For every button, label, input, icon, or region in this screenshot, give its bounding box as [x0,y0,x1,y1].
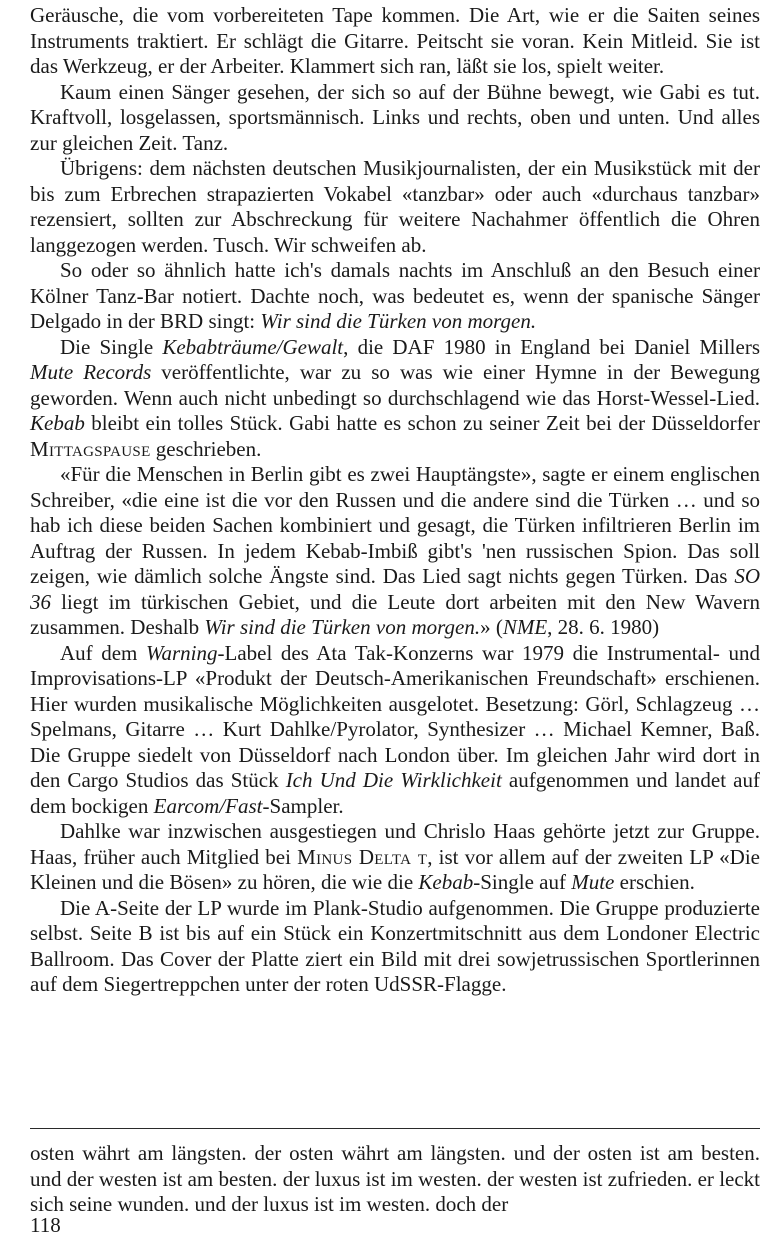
body-paragraph [30,156,760,258]
paragraph-text: So oder so ähnlich hatte ich's damals nachts im Anschluß an den Besuch einer Kölner Tanz-Bar notiert. Dachte noch, was bedeutet es, wenn der spanische Sänger Delgado in der BRD singt: [30,258,760,333]
page-number: 118 [30,1213,61,1237]
paragraph-text: «Für die Menschen in Berlin gibt es zwei Hauptängste», sagte er einem englischen Schreiber, «die eine ist die vor den Russen und die andere sind die Türken … und so hab ich diese beiden Sachen kombiniert und gesagt, die Türken infiltrieren Berlin im Auftrag der Russen. In jedem Kebab-Imbiß gibt's 'nen russischen Spion. Das soll zeigen, wie dämlich solche Ängste sind. Das Lied sagt nichts gegen Türken. Das [30,462,760,588]
paragraph-text: Die Single [60,334,163,359]
paragraph-text: aufgenommen und landet auf dem bockigen [30,768,760,818]
paragraph-text: -Sampler. [262,793,344,818]
italic-title: Wir sind die Türken von morgen. [204,615,481,639]
paragraph-text: veröffentlichte, war zu so was wie einer Hymne in der Bewegung geworden. Wenn auch nicht unbedingt so durchschlagend wie das Horst-Wessel-Lied. [30,360,760,410]
lyrics-text: osten währt am längsten. der osten währt am längsten. und der osten ist am besten. und der westen ist am besten. der luxus ist im westen. der westen ist zufrieden. er leckt sich seine wunden. und der luxus ist im westen. doch der [30,1141,760,1216]
italic-title: SO 36 [30,564,760,614]
paragraph-text: Dahlke war inzwischen ausgestiegen und Chrislo Haas gehörte jetzt zur Gruppe. Haas, früher auch Mitglied bei [30,819,760,869]
italic-title: Ich Und Die Wirklichkeit [285,768,502,792]
body-paragraph [30,3,760,80]
paragraph-text: erschien. [614,870,695,894]
paragraph-text: , ist vor allem auf der zweiten LP «Die Kleinen und die Bösen» zu hören, die wie die [30,844,760,894]
paragraph-text: geschrieben. [150,436,262,461]
body-paragraph [30,819,760,896]
small-caps-name: Mittagspause [30,436,151,461]
body-paragraph [30,335,760,463]
small-caps-name: Minus Delta t [297,844,428,869]
paragraph-text: -Single auf [473,870,572,894]
paragraph-text: » ( [480,615,503,639]
paragraph-text: Geräusche, die vom vorbereiteten Tape kommen. Die Art, wie er die Saiten seines Instruments traktiert. Er schlägt die Gitarre. Peitscht sie voran. Kein Mitleid. Sie ist das Werkzeug, er der Arbeiter. Klammert sich ran, läßt sie los, spielt weiter. [30,3,760,78]
paragraph-text: Übrigens: dem nächsten deutschen Musikjournalisten, der ein Musikstück mit der bis zum Erbrechen strapazierten Vokabel «tanzbar» oder auch «durchaus tanzbar» rezensiert, sollten zur Abschreckung für weitere Nachahmer öffentlich die Ohren langgezogen werden. Tusch. Wir schweifen ab. [30,156,760,257]
paragraph-text: bleibt ein tolles Stück. Gabi hatte es schon zu seiner Zeit bei der Düsseldorfer [84,411,760,435]
body-paragraph [30,258,760,335]
paragraph-text: Die A-Seite der LP wurde im Plank-Studio aufgenommen. Die Gruppe produzierte selbst. Seite B ist bis auf ein Stück ein Konzertmitschnitt aus dem Londoner Electric Ballroom. Das Cover der Platte ziert ein Bild mit drei sowjetrussischen Sportlerinnen auf dem Siegertreppchen unter der roten UdSSR-Flagge. [30,895,760,996]
italic-title: Kebab [30,411,85,435]
italic-title: Warning [145,640,218,665]
body-paragraph [30,80,760,157]
italic-title: Kebabträume/Gewalt [162,334,344,359]
paragraph-text: , 28. 6. 1980) [547,615,660,639]
italic-title: Wir sind die Türken von morgen. [260,309,537,333]
main-text-column [30,3,760,998]
lyrics-block [30,1141,760,1218]
body-paragraph [30,641,760,820]
paragraph-text: , die DAF 1980 in England bei Daniel Millers [343,334,760,359]
italic-title: Mute [571,870,615,894]
italic-title: Mute Records [30,360,152,384]
paragraph-text: Auf dem [60,640,146,665]
section-divider-rule [30,1128,760,1129]
italic-title: Kebab [418,870,474,894]
italic-title: NME [502,615,548,639]
body-paragraph [30,896,760,998]
paragraph-text: liegt im türkischen Gebiet, und die Leute dort arbeiten mit den New Wavern zusammen. Deshalb [30,589,760,639]
paragraph-text: -Label des Ata Tak-Konzerns war 1979 die Instrumental- und Improvisations-LP «Produkt der Deutsch-Amerikanischen Freundschaft» erschienen. Hier wurden musikalische Möglichkeiten ausgelotet. Besetzung: Görl, Schlagzeug … Spelmans, Gitarre … Kurt Dahlke/Pyrolator, Synthesizer … Michael Kemner, Baß. Die Gruppe siedelt von Düsseldorf nach London über. Im gleichen Jahr wird dort in den Cargo Studios das Stück [30,640,760,792]
italic-title: Earcom/Fast [153,793,263,818]
body-paragraph [30,462,760,641]
paragraph-text: Kaum einen Sänger gesehen, der sich so auf der Bühne bewegt, wie Gabi es tut. Kraftvoll, losgelassen, sportsmännisch. Links und rechts, oben und unten. Und alles zur gleichen Zeit. Tanz. [30,79,760,155]
